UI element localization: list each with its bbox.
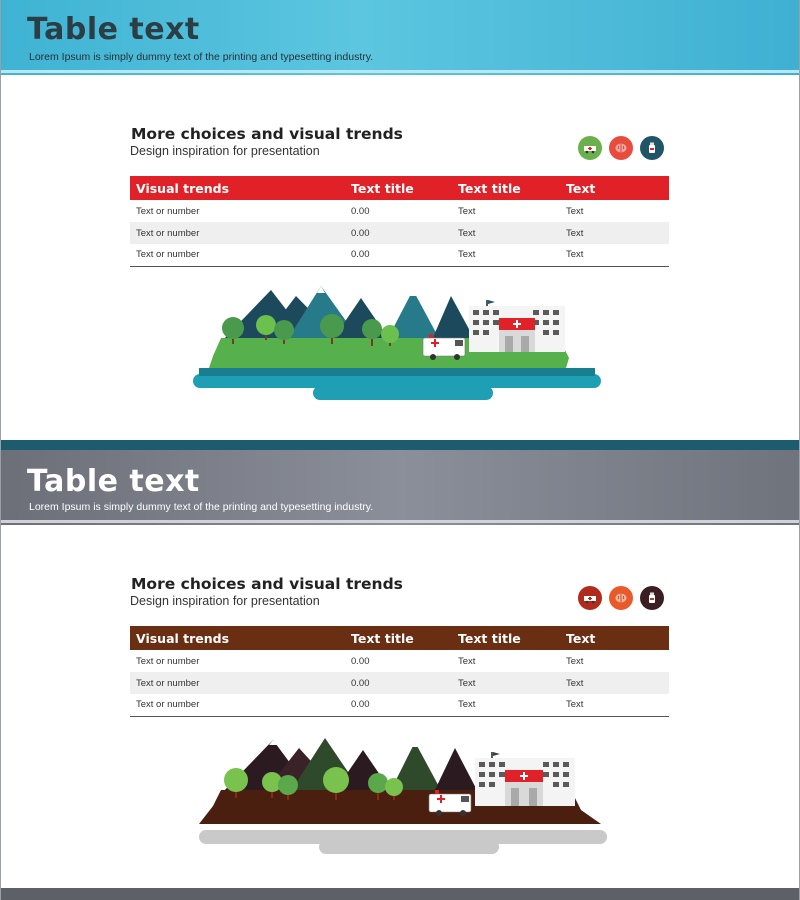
table-cell: 0.00 <box>351 205 370 217</box>
slide-subtitle: Lorem Ipsum is simply dummy text of the printing and typesetting industry. <box>29 501 374 513</box>
column-header: Text title <box>351 180 414 196</box>
ambulance-icon <box>578 586 602 610</box>
landscape-illustration <box>191 282 611 407</box>
table-cell: Text or number <box>136 205 200 217</box>
table-cell: 0.00 <box>351 655 370 667</box>
slide-subtitle: Lorem Ipsum is simply dummy text of the printing and typesetting industry. <box>29 51 374 63</box>
slide-1[interactable] <box>1 0 800 450</box>
table-cell: Text <box>458 205 476 217</box>
table-cell: Text <box>458 655 476 667</box>
section-subheading: Design inspiration for presentation <box>130 144 320 158</box>
table-cell: Text or number <box>130 694 345 716</box>
table-row <box>130 200 669 222</box>
table-cell: Text <box>566 677 584 689</box>
table-cell: Text or number <box>130 244 345 266</box>
table-cell: Text or number <box>136 227 200 239</box>
column-header: Text <box>566 180 596 196</box>
ambulance-icon <box>578 136 602 160</box>
table-row <box>130 222 669 244</box>
table-cell: 0.00 <box>345 694 452 716</box>
table-cell: Text or number <box>136 655 200 667</box>
landscape-illustration <box>191 732 611 857</box>
table-row <box>130 694 669 716</box>
column-header: Text title <box>458 180 521 196</box>
bottom-accent-bar <box>1 888 800 900</box>
brain-icon <box>609 136 633 160</box>
bottom-accent-bar <box>1 440 800 450</box>
section-heading: More choices and visual trends <box>131 125 403 143</box>
brain-icon <box>609 586 633 610</box>
column-header: Text title <box>351 630 414 646</box>
table-cell: Text <box>458 677 476 689</box>
table-cell: Text <box>452 694 560 716</box>
section-subheading: Design inspiration for presentation <box>130 594 320 608</box>
data-table <box>130 176 669 267</box>
icon-row <box>578 136 664 160</box>
table-cell: Text <box>566 655 584 667</box>
column-header: Text <box>566 630 596 646</box>
table-cell: Text <box>452 244 560 266</box>
table-row <box>130 650 669 672</box>
slide-2[interactable] <box>1 450 800 900</box>
table-cell: 0.00 <box>351 227 370 239</box>
medicine-bottle-icon <box>640 136 664 160</box>
table-cell: Text <box>566 205 584 217</box>
table-cell: Text <box>458 227 476 239</box>
column-header: Visual trends <box>136 630 230 646</box>
table-cell: 0.00 <box>345 244 452 266</box>
banner-divider <box>1 70 800 73</box>
section-heading: More choices and visual trends <box>131 575 403 593</box>
table-cell: Text or number <box>136 677 200 689</box>
column-header: Text title <box>458 630 521 646</box>
slide-title: Table text <box>27 464 200 499</box>
table-header-row <box>130 626 669 650</box>
slide-title: Table text <box>27 12 200 47</box>
medicine-bottle-icon <box>640 586 664 610</box>
table-cell: Text <box>560 694 669 716</box>
banner-divider <box>1 520 800 523</box>
data-table <box>130 626 669 717</box>
table-row <box>130 672 669 694</box>
column-header: Visual trends <box>136 180 230 196</box>
table-header-row <box>130 176 669 200</box>
table-row <box>130 244 669 266</box>
table-cell: Text <box>566 227 584 239</box>
table-cell: Text <box>560 244 669 266</box>
table-cell: 0.00 <box>351 677 370 689</box>
icon-row <box>578 586 664 610</box>
